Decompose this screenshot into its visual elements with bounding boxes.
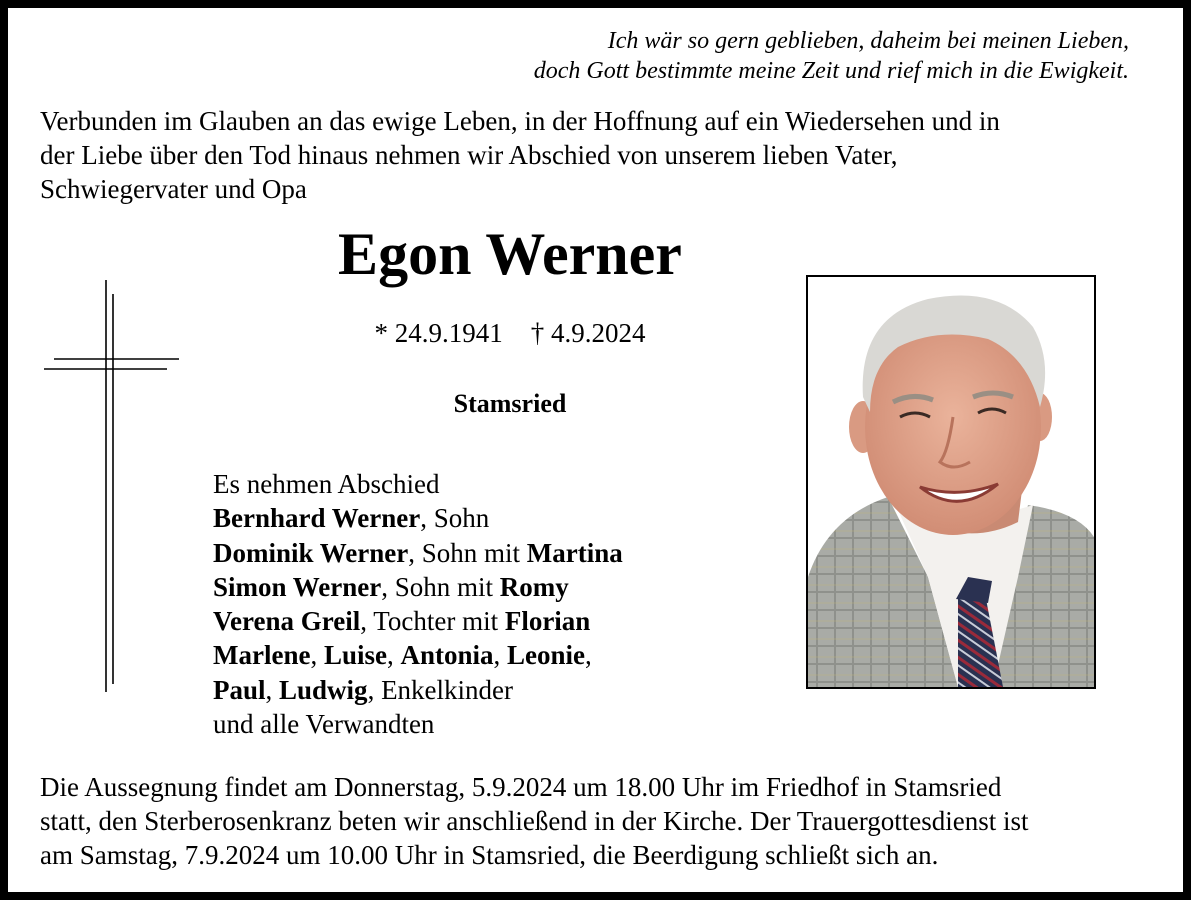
mourner-relation: , Sohn mit bbox=[381, 571, 500, 602]
mourners-list bbox=[213, 467, 623, 741]
portrait-illustration bbox=[808, 277, 1094, 687]
mourner-name: Dominik Werner bbox=[213, 537, 409, 568]
mourners-heading: Es nehmen Abschied bbox=[213, 469, 440, 499]
portrait-photo bbox=[806, 275, 1096, 689]
grandchild-name: Antonia bbox=[400, 640, 494, 671]
grandchild-name: Marlene bbox=[213, 640, 311, 671]
mourner-partner: Romy bbox=[499, 571, 569, 602]
ceremony-details bbox=[40, 770, 1160, 872]
grandchild-name: Paul bbox=[213, 674, 266, 705]
cross-icon bbox=[40, 276, 185, 696]
mourner-relation: , Tochter mit bbox=[360, 606, 505, 637]
grandchildren-row: Marlene, Luise, Antonia, Leonie, bbox=[213, 640, 592, 671]
grandchildren-label: , Enkelkinder bbox=[367, 674, 514, 705]
mourner-partner: Florian bbox=[504, 606, 591, 637]
grandchild-name: Luise bbox=[323, 640, 387, 671]
mourner-relation: , Sohn mit bbox=[408, 537, 527, 568]
mourner-relation: , Sohn bbox=[420, 503, 490, 534]
mourner-row bbox=[213, 501, 623, 535]
deceased-name: Egon Werner bbox=[338, 221, 682, 287]
death-date: † 4.9.2024 bbox=[530, 318, 646, 348]
poem-line: doch Gott bestimmte meine Zeit und rief mich in die Ewigkeit. bbox=[533, 58, 1129, 84]
poem-line: Ich wär so gern geblieben, daheim bei meinen Lieben, bbox=[607, 28, 1129, 54]
intro-line: der Liebe über den Tod hinaus nehmen wir Abschied von unserem lieben Vater, bbox=[40, 140, 898, 170]
ceremony-line: Die Aussegnung findet am Donnerstag, 5.9.2024 um 18.00 Uhr im Friedhof in Stamsried bbox=[40, 772, 1002, 802]
mourner-row bbox=[213, 604, 623, 638]
grandchildren-row: Paul, Ludwig, Enkelkinder bbox=[213, 674, 514, 705]
grandchild-name: Leonie bbox=[507, 640, 586, 671]
mourner-row bbox=[213, 536, 623, 570]
grandchild-name: Ludwig bbox=[279, 674, 368, 705]
birth-date: * 24.9.1941 bbox=[374, 318, 503, 348]
memorial-poem bbox=[534, 26, 1129, 86]
hometown: Stamsried bbox=[453, 389, 567, 418]
ceremony-line: statt, den Sterberosenkranz beten wir anschließend in der Kirche. Der Trauergottesdienst ist bbox=[40, 806, 1029, 836]
mourner-partner: Martina bbox=[526, 537, 623, 568]
mourner-name: Simon Werner bbox=[213, 571, 382, 602]
mourner-name: Bernhard Werner bbox=[213, 503, 421, 534]
intro-line: Verbunden im Glauben an das ewige Leben, in der Hoffnung auf ein Wiedersehen und in bbox=[40, 106, 1000, 136]
mourners-closing: und alle Verwandten bbox=[213, 709, 435, 740]
ceremony-line: am Samstag, 7.9.2024 um 10.00 Uhr in Stamsried, die Beerdigung schließt sich an. bbox=[40, 840, 939, 870]
mourner-row bbox=[213, 570, 623, 604]
intro-line: Schwiegervater und Opa bbox=[40, 174, 307, 204]
intro-text bbox=[40, 104, 1150, 206]
mourner-name: Verena Greil bbox=[213, 606, 361, 637]
